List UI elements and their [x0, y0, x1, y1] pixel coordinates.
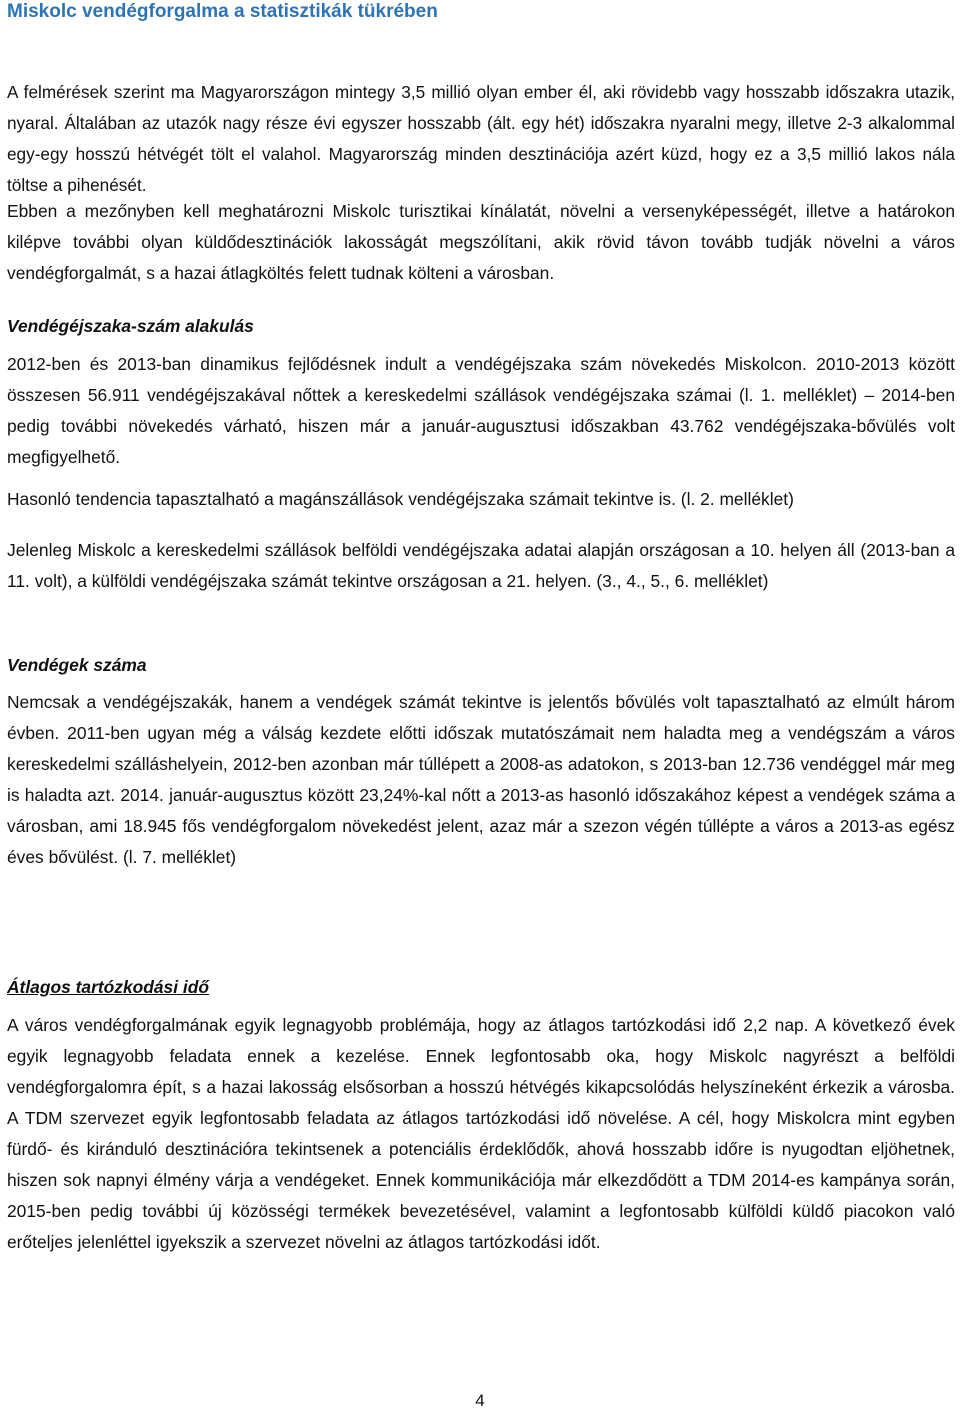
intro-paragraph-2: Ebben a mezőnyben kell meghatározni Miskolc turisztikai kínálatát, növelni a versenyképességét, illetve a határokon kilépve további olyan küldődesztinációk lakosságát megszólítani, akik rövid távon tovább tudják növelni a város vendégforgalmát, s a hazai átlagköltés felett tudnak költeni a városban.	[7, 201, 955, 283]
intro-paragraph: A felmérések szerint ma Magyarországon mintegy 3,5 millió olyan ember él, aki rövidebb vagy hosszabb időszakra utazik, nyaral. Általában az utazók nagy része évi egyszer hosszabb (ált. egy hét) időszakra nyaralni megy, illetve 2-3 alkalommal egy-egy hosszú hétvégét tölt el valahol. Magyarország minden desztinációja azért küzd, hogy ez a 3,5 millió lakos nála töltse a pihenését.	[7, 82, 955, 195]
section-heading-guests: Vendégek száma	[7, 655, 147, 675]
section1-paragraph-2: Hasonló tendencia tapasztalható a magánszállások vendégéjszaka számait tekintve is. (l. 2. melléklet)	[7, 489, 794, 509]
page-title: Miskolc vendégforgalma a statisztikák tükrében	[7, 1, 438, 22]
section-heading-average-stay: Átlagos tartózkodási idő	[7, 977, 209, 997]
section1-paragraph-1: 2012-ben és 2013-ban dinamikus fejlődésnek indult a vendégéjszaka szám növekedés Miskolcon. 2010-2013 között összesen 56.911 vendégéjszakával nőttek a kereskedelmi szállások vendégéjszaka számai (l. 1. melléklet) – 2014-ben pedig további növekedés várható, hiszen már a január-augusztusi időszakban 43.762 vendégéjszaka-bővülés volt megfigyelhető.	[7, 354, 955, 467]
section3-paragraph-1: A város vendégforgalmának egyik legnagyobb problémája, hogy az átlagos tartózkodási idő 2,2 nap. A következő évek egyik legnagyobb feladata ennek a kezelése. Ennek legfontosabb oka, hogy Miskolc nagyrészt a belföldi vendégforgalomra épít, s a hazai lakosság elsősorban a hosszú hétvégés kikapcsolódás helyszíneként érkezik a városba. A TDM szervezet egyik legfontosabb feladata az átlagos tartózkodási idő növelése. A cél, hogy Miskolcra mint egyben fürdő- és kiránduló desztinációra tekintsenek a potenciális érdeklődők, ahová hosszabb időre is nyugodtan eljöhetnek, hiszen sok napnyi élmény várja a vendégeket. Ennek kommunikációja már elkezdődött a TDM 2014-es kampánya során, 2015-ben pedig további új közösségi termékek bevezetésével, valamint a legfontosabb külföldi küldő piacokon való erőteljes jelenléttel igyekszik a szervezet növelni az átlagos tartózkodási időt.	[7, 1015, 955, 1252]
section-heading-guest-nights: Vendégéjszaka-szám alakulás	[7, 316, 254, 336]
page-number: 4	[475, 1391, 485, 1410]
section1-paragraph-3: Jelenleg Miskolc a kereskedelmi szállások belföldi vendégéjszaka adatai alapján országosan a 10. helyen áll (2013-ban a 11. volt), a külföldi vendégéjszaka számát tekintve országosan a 21. helyen. (3., 4., 5., 6. melléklet)	[7, 540, 955, 591]
section2-paragraph-1: Nemcsak a vendégéjszakák, hanem a vendégek számát tekintve is jelentős bővülés volt tapasztalható az elmúlt három évben. 2011-ben ugyan még a válság kezdete előtti időszak mutatószámait nem haladta meg a vendégszám a város kereskedelmi szálláshelyein, 2012-ben azonban már túllépett a 2008-as adatokon, s 2013-ban 12.736 vendéggel már meg is haladta azt. 2014. január-augusztus között 23,24%-kal nőtt a 2013-as hasonló időszakához képest a vendégek száma a városban, ami 18.945 fős vendégforgalom növekedést jelent, azaz már a szezon végén túllépte a város a 2013-as egész éves bővülést. (l. 7. melléklet)	[7, 692, 955, 867]
